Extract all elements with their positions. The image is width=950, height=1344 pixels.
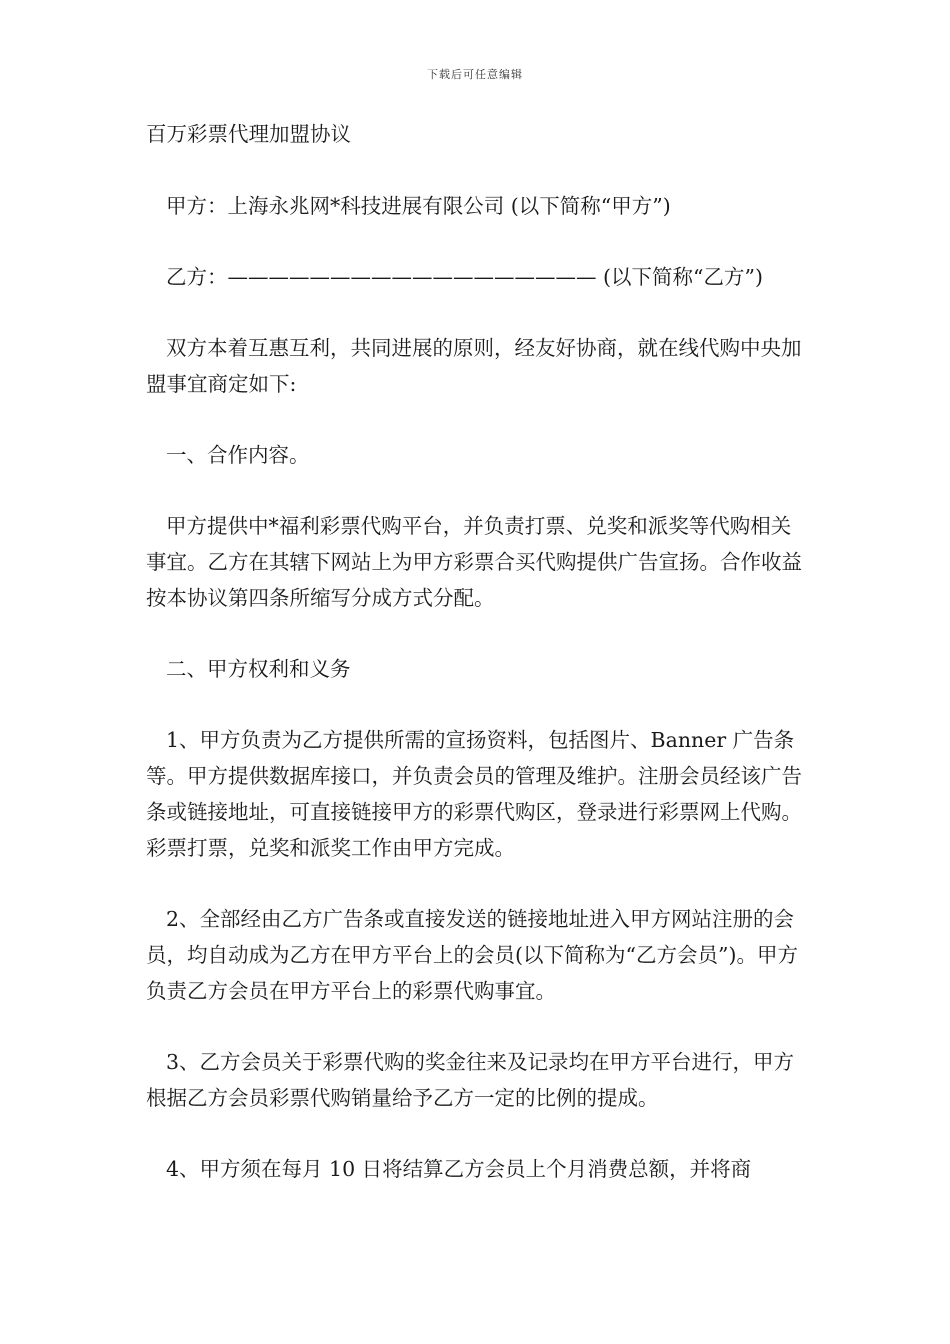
clause-2: 2、全部经由乙方广告条或直接发送的链接地址进入甲方网站注册的会员，均自动成为乙方在甲方平台上的会员(以下简称为“乙方会员”)。甲方负责乙方会员在甲方平台上的彩票代购事宜。	[146, 907, 798, 1003]
section-1-body: 甲方提供中*福利彩票代购平台，并负责打票、兑奖和派奖等代购相关事宜。乙方在其辖下网站上为甲方彩票合买代购提供广告宣扬。合作收益按本协议第四条所缩写分成方式分配。	[146, 514, 802, 610]
party-b-line: 乙方：—————————————————— (以下简称“乙方”)	[166, 265, 763, 289]
party-a-line: 甲方：上海永兆网*科技进展有限公司 (以下简称“甲方”)	[166, 194, 671, 218]
document-body	[146, 116, 810, 1222]
clause-3: 3、乙方会员关于彩票代购的奖金往来及记录均在甲方平台进行，甲方根据乙方会员彩票代购销量给予乙方一定的比例的提成。	[146, 1050, 795, 1110]
intro-paragraph: 双方本着互惠互利，共同进展的原则，经友好协商，就在线代购中央加盟事宜商定如下:	[146, 336, 802, 396]
clause-4: 4、甲方须在每月 10 日将结算乙方会员上个月消费总额，并将商	[166, 1157, 752, 1181]
clause-1: 1、甲方负责为乙方提供所需的宣扬资料，包括图片、Banner 广告条等。甲方提供数据库接口，并负责会员的管理及维护。注册会员经该广告条或链接地址，可直接链接甲方的彩票代购区，登录进行彩票网上代购。彩票打票，兑奖和派奖工作由甲方完成。	[146, 728, 802, 860]
section-2-heading: 二、甲方权利和义务	[166, 657, 351, 681]
document-title: 百万彩票代理加盟协议	[146, 122, 351, 146]
section-1-heading: 一、合作内容。	[166, 443, 310, 467]
header-note: 下载后可任意编辑	[427, 68, 523, 81]
